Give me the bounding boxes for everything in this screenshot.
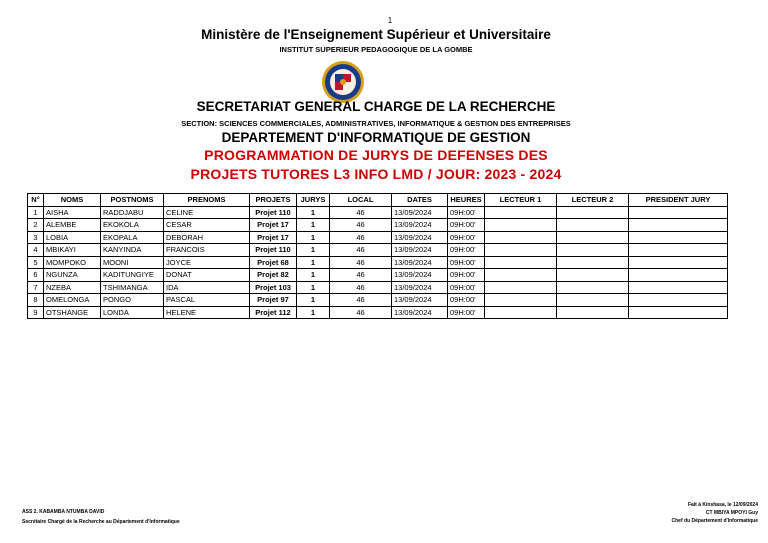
cell-student-postnom: KADITUNGIYE	[101, 269, 164, 282]
cell-president-jury	[629, 219, 728, 232]
department-head-name: CT MBIYA MPOYI Guy	[705, 510, 758, 516]
cell-lecteur-2	[557, 294, 629, 307]
table-row	[28, 244, 728, 257]
cell-date: 13/09/2024	[392, 281, 448, 294]
cell-president-jury	[629, 206, 728, 219]
col-header-dates: DATES	[392, 194, 448, 207]
col-header-postnoms: POSTNOMS	[101, 194, 164, 207]
cell-lecteur-1	[485, 219, 557, 232]
institute-heading: INSTITUT SUPERIEUR PEDAGOGIQUE DE LA GOMBE	[279, 45, 473, 54]
col-header-lecteur-2: LECTEUR 2	[557, 194, 629, 207]
cell-heure: 09H:00'	[448, 281, 485, 294]
cell-lecteur-1	[485, 206, 557, 219]
table-row	[28, 219, 728, 232]
table-row	[28, 281, 728, 294]
col-header-noms: NOMS	[44, 194, 101, 207]
cell-student-nom: NGUNZA	[44, 269, 101, 282]
cell-president-jury	[629, 244, 728, 257]
cell-lecteur-2	[557, 269, 629, 282]
table-row	[28, 256, 728, 269]
cell-row-number: 3	[28, 231, 44, 244]
cell-row-number: 5	[28, 256, 44, 269]
cell-student-nom: OTSHANGE	[44, 306, 101, 319]
cell-student-postnom: MOONI	[101, 256, 164, 269]
cell-heure: 09H:00'	[448, 269, 485, 282]
cell-local: 46	[330, 281, 392, 294]
cell-jury: 1	[297, 281, 330, 294]
cell-student-nom: NZEBA	[44, 281, 101, 294]
page-number: 1	[387, 16, 393, 25]
col-header-number: N°	[28, 194, 44, 207]
cell-heure: 09H:00'	[448, 206, 485, 219]
cell-jury: 1	[297, 269, 330, 282]
cell-lecteur-1	[485, 256, 557, 269]
place-date: Fait à Kinshasa, le 12/09/2024	[687, 502, 758, 508]
table-row	[28, 306, 728, 319]
cell-jury: 1	[297, 256, 330, 269]
cell-jury: 1	[297, 244, 330, 257]
cell-project: Projet 82	[250, 269, 297, 282]
cell-student-prenom: DONAT	[164, 269, 250, 282]
cell-local: 46	[330, 294, 392, 307]
cell-project: Projet 110	[250, 244, 297, 257]
cell-student-postnom: LONDA	[101, 306, 164, 319]
cell-jury: 1	[297, 231, 330, 244]
cell-local: 46	[330, 206, 392, 219]
secretary-title: Secrétaire Chargé de la Recherche au Département d'Informatique	[22, 519, 180, 525]
cell-lecteur-1	[485, 306, 557, 319]
cell-heure: 09H:00'	[448, 231, 485, 244]
cell-project: Projet 112	[250, 306, 297, 319]
cell-local: 46	[330, 244, 392, 257]
cell-row-number: 7	[28, 281, 44, 294]
col-header-local: LOCAL	[330, 194, 392, 207]
cell-lecteur-2	[557, 219, 629, 232]
cell-date: 13/09/2024	[392, 294, 448, 307]
cell-jury: 1	[297, 206, 330, 219]
cell-president-jury	[629, 306, 728, 319]
cell-student-prenom: IDA	[164, 281, 250, 294]
cell-local: 46	[330, 256, 392, 269]
cell-student-postnom: KANYINDA	[101, 244, 164, 257]
cell-heure: 09H:00'	[448, 294, 485, 307]
cell-student-prenom: HELENE	[164, 306, 250, 319]
cell-heure: 09H:00'	[448, 306, 485, 319]
col-header-projets: PROJETS	[250, 194, 297, 207]
cell-heure: 09H:00'	[448, 256, 485, 269]
cell-date: 13/09/2024	[392, 219, 448, 232]
cell-president-jury	[629, 269, 728, 282]
col-header-heures: HEURES	[448, 194, 485, 207]
cell-student-prenom: CELINE	[164, 206, 250, 219]
cell-date: 13/09/2024	[392, 306, 448, 319]
cell-project: Projet 68	[250, 256, 297, 269]
col-header-president-jury: PRESIDENT JURY	[629, 194, 728, 207]
cell-student-nom: AISHA	[44, 206, 101, 219]
cell-student-postnom: PONGO	[101, 294, 164, 307]
cell-student-nom: LOBIA	[44, 231, 101, 244]
cell-student-nom: OMELONGA	[44, 294, 101, 307]
cell-date: 13/09/2024	[392, 256, 448, 269]
document-title-line-2: PROJETS TUTORES L3 INFO LMD / JOUR: 2023 - 2024	[190, 166, 562, 182]
cell-lecteur-2	[557, 281, 629, 294]
cell-student-postnom: EKOKOLA	[101, 219, 164, 232]
jury-schedule-table	[27, 193, 728, 319]
table-header-row	[28, 194, 728, 207]
cell-student-prenom: DEBORAH	[164, 231, 250, 244]
cell-lecteur-2	[557, 206, 629, 219]
cell-lecteur-1	[485, 231, 557, 244]
document-title-line-1: PROGRAMMATION DE JURYS DE DEFENSES DES	[204, 147, 548, 163]
institution-seal-logo	[321, 60, 365, 104]
cell-student-nom: MOMPOKO	[44, 256, 101, 269]
secretary-name: ASS 2. KABAMBA NTUMBA DAVID	[22, 509, 105, 515]
cell-student-nom: ALEMBE	[44, 219, 101, 232]
cell-local: 46	[330, 219, 392, 232]
cell-date: 13/09/2024	[392, 269, 448, 282]
cell-date: 13/09/2024	[392, 206, 448, 219]
cell-student-prenom: JOYCE	[164, 256, 250, 269]
cell-lecteur-2	[557, 256, 629, 269]
cell-student-prenom: CESAR	[164, 219, 250, 232]
cell-row-number: 1	[28, 206, 44, 219]
cell-lecteur-2	[557, 306, 629, 319]
cell-local: 46	[330, 231, 392, 244]
cell-student-postnom: EKOPALA	[101, 231, 164, 244]
cell-local: 46	[330, 269, 392, 282]
cell-lecteur-1	[485, 294, 557, 307]
cell-president-jury	[629, 281, 728, 294]
cell-lecteur-1	[485, 281, 557, 294]
col-header-lecteur-1: LECTEUR 1	[485, 194, 557, 207]
cell-project: Projet 17	[250, 231, 297, 244]
cell-president-jury	[629, 256, 728, 269]
cell-project: Projet 17	[250, 219, 297, 232]
ministry-heading: Ministère de l'Enseignement Supérieur et Universitaire	[201, 27, 551, 42]
cell-jury: 1	[297, 294, 330, 307]
cell-project: Projet 110	[250, 206, 297, 219]
cell-president-jury	[629, 294, 728, 307]
section-heading: SECTION: SCIENCES COMMERCIALES, ADMINISTRATIVES, INFORMATIQUE & GESTION DES ENTREPRISES	[181, 119, 571, 128]
cell-student-postnom: TSHIMANGA	[101, 281, 164, 294]
secretariat-heading: SECRETARIAT GENERAL CHARGE DE LA RECHERCHE	[196, 99, 556, 114]
cell-student-prenom: FRANCOIS	[164, 244, 250, 257]
table-row	[28, 231, 728, 244]
cell-date: 13/09/2024	[392, 231, 448, 244]
cell-row-number: 8	[28, 294, 44, 307]
cell-row-number: 6	[28, 269, 44, 282]
cell-heure: 09H:00'	[448, 219, 485, 232]
table-row	[28, 206, 728, 219]
table-row	[28, 269, 728, 282]
cell-project: Projet 97	[250, 294, 297, 307]
col-header-jurys: JURYS	[297, 194, 330, 207]
cell-president-jury	[629, 231, 728, 244]
col-header-prenoms: PRENOMS	[164, 194, 250, 207]
cell-student-nom: MBIKAYI	[44, 244, 101, 257]
cell-lecteur-1	[485, 269, 557, 282]
cell-lecteur-2	[557, 231, 629, 244]
cell-heure: 09H:00'	[448, 244, 485, 257]
table-row	[28, 294, 728, 307]
cell-row-number: 9	[28, 306, 44, 319]
cell-student-prenom: PASCAL	[164, 294, 250, 307]
cell-row-number: 4	[28, 244, 44, 257]
cell-lecteur-2	[557, 244, 629, 257]
cell-lecteur-1	[485, 244, 557, 257]
cell-row-number: 2	[28, 219, 44, 232]
cell-project: Projet 103	[250, 281, 297, 294]
cell-local: 46	[330, 306, 392, 319]
cell-date: 13/09/2024	[392, 244, 448, 257]
cell-jury: 1	[297, 219, 330, 232]
department-head-title: Chef du Département d'Informatique	[671, 518, 758, 524]
cell-student-postnom: RADDJABU	[101, 206, 164, 219]
cell-jury: 1	[297, 306, 330, 319]
department-heading: DEPARTEMENT D'INFORMATIQUE DE GESTION	[221, 130, 531, 145]
